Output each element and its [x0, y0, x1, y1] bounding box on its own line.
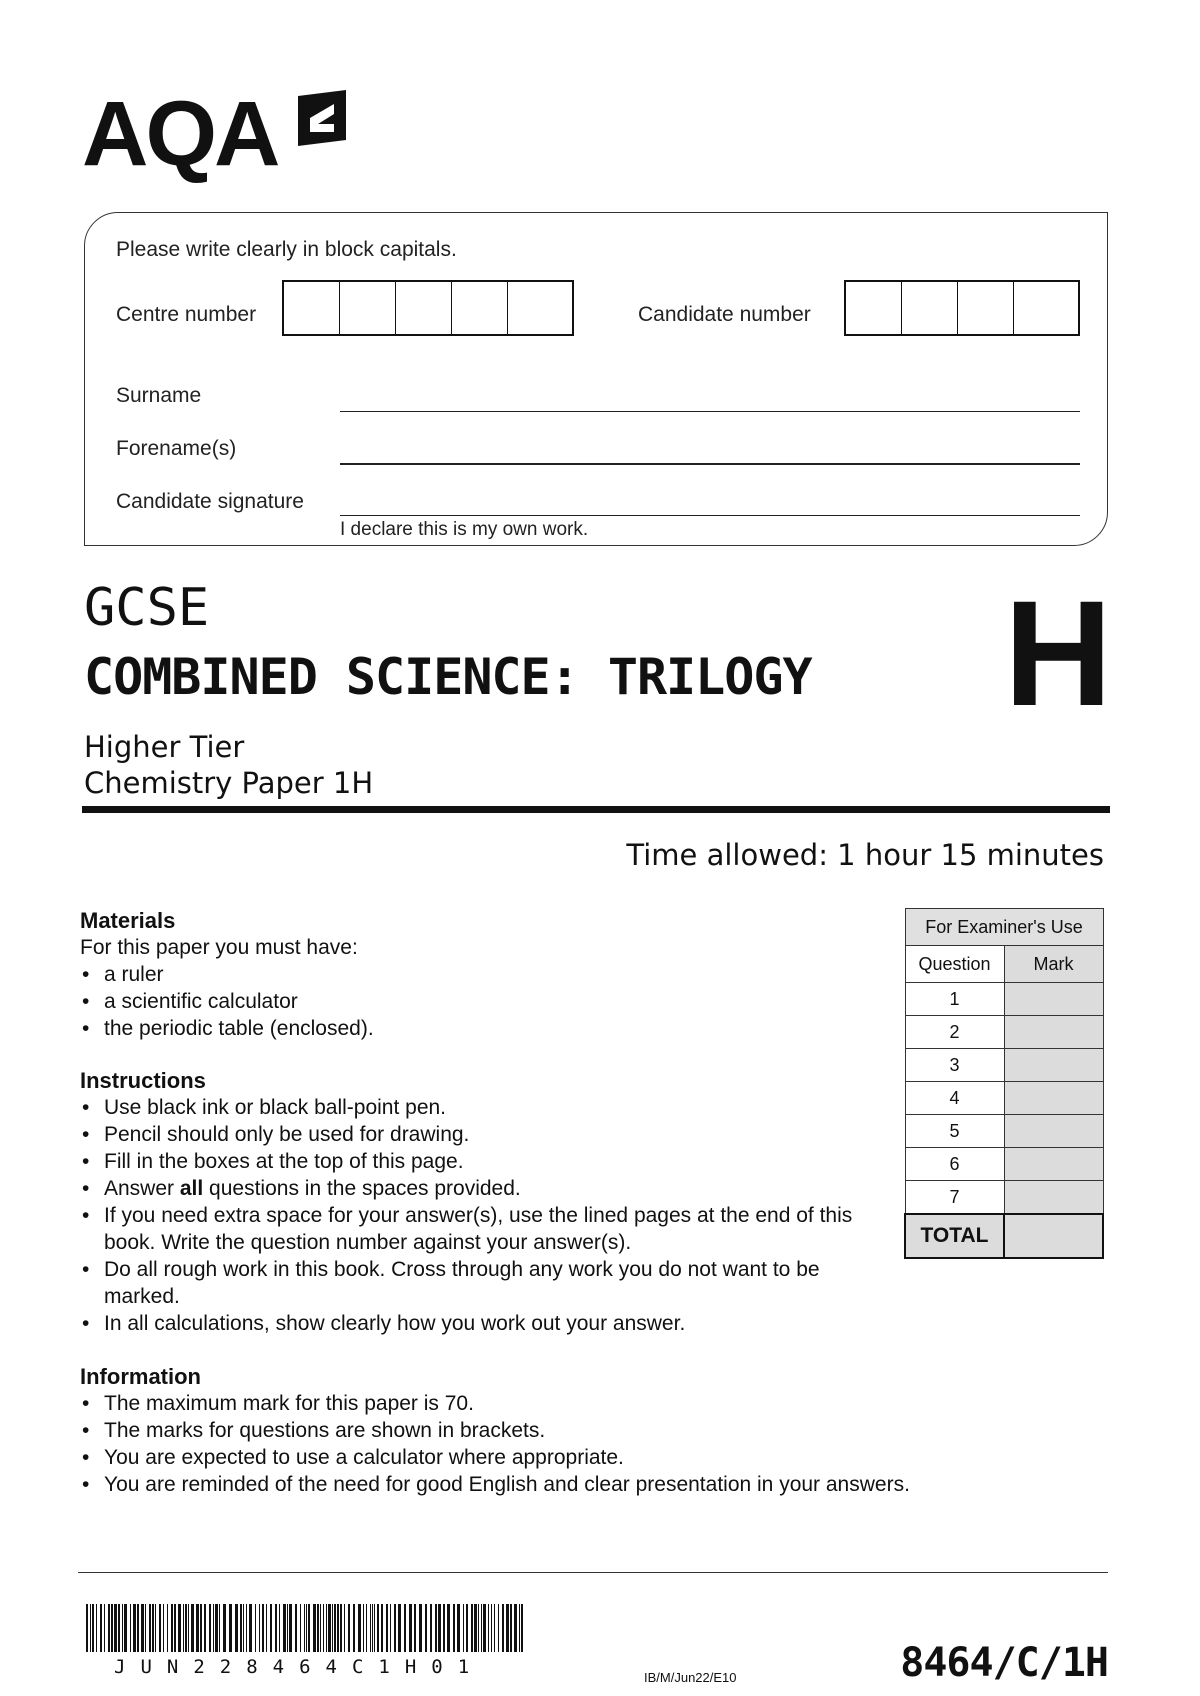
mark-cell: [1004, 1115, 1103, 1148]
barcode-text: JUN228464C1H01: [114, 1656, 485, 1678]
title-divider: [82, 806, 1110, 813]
instructions-section: [80, 1068, 880, 1337]
logo-text: AQA: [82, 83, 278, 185]
instructions-heading: Instructions: [80, 1068, 206, 1093]
mark-cell: [1004, 1016, 1103, 1049]
barcode-icon: [86, 1604, 526, 1652]
list-item: • You are expected to use a calculator where appropriate.: [80, 1444, 1040, 1471]
examiner-use-heading: For Examiner's Use: [905, 909, 1103, 946]
question-number: 3: [905, 1049, 1004, 1082]
question-number: 5: [905, 1115, 1004, 1148]
signature-field[interactable]: [340, 515, 1080, 516]
question-number: 4: [905, 1082, 1004, 1115]
list-item: • You are reminded of the need for good English and clear presentation in your answers.: [80, 1471, 1040, 1498]
mark-cell: [1004, 1148, 1103, 1181]
forename-field[interactable]: [340, 463, 1080, 465]
question-column-header: Question: [905, 946, 1004, 983]
centre-number-label: Centre number: [116, 303, 257, 326]
time-allowed: Time allowed: 1 hour 15 minutes: [626, 838, 1104, 872]
centre-digit-box[interactable]: [508, 282, 564, 334]
forename-label: Forename(s): [116, 437, 237, 460]
declaration-text: I declare this is my own work.: [340, 519, 589, 540]
candidate-digit-box[interactable]: [846, 282, 902, 334]
centre-digit-box[interactable]: [396, 282, 452, 334]
tier-letter: H: [1004, 569, 1113, 737]
question-number: 2: [905, 1016, 1004, 1049]
paper-label: Chemistry Paper 1H: [84, 766, 374, 800]
qualification-title: GCSE: [84, 578, 210, 638]
list-item: • the periodic table (enclosed).: [80, 1015, 880, 1042]
centre-digit-box[interactable]: [452, 282, 508, 334]
list-item: • The marks for questions are shown in brackets.: [80, 1417, 1040, 1444]
list-item: • The maximum mark for this paper is 70.: [80, 1390, 1040, 1417]
centre-digit-box[interactable]: [284, 282, 340, 334]
information-heading: Information: [80, 1364, 201, 1389]
candidate-number-boxes[interactable]: [844, 280, 1080, 336]
list-item: • If you need extra space for your answer(s), use the lined pages at the end of this book. Write the question number against your answer(s).: [80, 1202, 880, 1256]
mark-cell: [1004, 1181, 1103, 1215]
list-item: • a scientific calculator: [80, 988, 880, 1015]
list-item: • Answer all questions in the spaces provided.: [80, 1175, 880, 1202]
list-item: • In all calculations, show clearly how you work out your answer.: [80, 1310, 880, 1337]
surname-label: Surname: [116, 384, 202, 407]
aqa-flag-icon: [288, 88, 348, 148]
centre-digit-box[interactable]: [340, 282, 396, 334]
total-mark-cell: [1004, 1214, 1103, 1258]
surname-field[interactable]: [340, 411, 1080, 412]
materials-list: [80, 961, 880, 1042]
candidate-digit-box[interactable]: [958, 282, 1014, 334]
list-item: • Fill in the boxes at the top of this page.: [80, 1148, 880, 1175]
subject-title: COMBINED SCIENCE: TRILOGY: [84, 648, 812, 706]
candidate-number-label: Candidate number: [638, 303, 811, 326]
signature-label: Candidate signature: [116, 490, 304, 513]
aqa-logo: [82, 83, 278, 185]
block-capitals-instruction: Please write clearly in block capitals.: [116, 238, 457, 261]
tier-label: Higher Tier: [84, 730, 245, 764]
list-item: • a ruler: [80, 961, 880, 988]
examiner-use-table: [904, 908, 1104, 1259]
mark-cell: [1004, 1049, 1103, 1082]
candidate-digit-box[interactable]: [1014, 282, 1070, 334]
total-label: TOTAL: [905, 1214, 1004, 1258]
list-item: • Pencil should only be used for drawing.: [80, 1121, 880, 1148]
mark-column-header: Mark: [1004, 946, 1103, 983]
instructions-list: [80, 1094, 880, 1337]
information-section: [80, 1364, 1040, 1498]
question-number: 1: [905, 983, 1004, 1016]
paper-code: 8464/C/1H: [900, 1640, 1108, 1686]
mark-cell: [1004, 1082, 1103, 1115]
mark-cell: [1004, 983, 1103, 1016]
information-list: [80, 1390, 1040, 1498]
question-number: 6: [905, 1148, 1004, 1181]
materials-section: [80, 908, 880, 1042]
materials-heading: Materials: [80, 908, 176, 933]
paper-reference: IB/M/Jun22/E10: [644, 1670, 737, 1685]
list-item: • Use black ink or black ball-point pen.: [80, 1094, 880, 1121]
list-item: • Do all rough work in this book. Cross through any work you do not want to be marked.: [80, 1256, 880, 1310]
centre-number-boxes[interactable]: [282, 280, 574, 336]
candidate-digit-box[interactable]: [902, 282, 958, 334]
question-number: 7: [905, 1181, 1004, 1215]
footer-divider: [78, 1572, 1108, 1573]
materials-intro: For this paper you must have:: [80, 936, 358, 959]
